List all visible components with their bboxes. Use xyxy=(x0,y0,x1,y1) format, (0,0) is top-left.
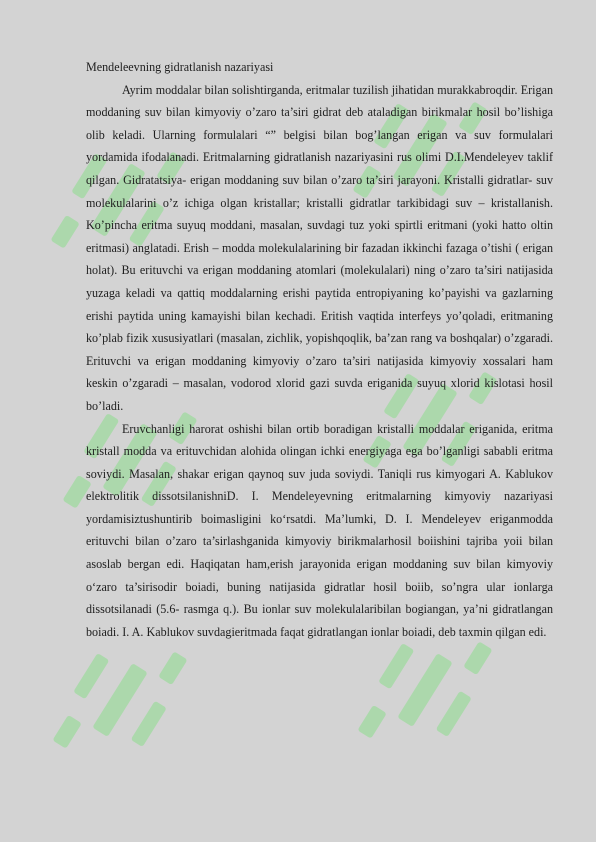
paragraph: Ayrim moddalar bilan solishtirganda, eritmalar tuzilish jihatidan murakkabroqdir. Erigan moddaning suv bilan kimyoviy o’zaro ta’siri gidrat deb ataladigan birikmalar hosil bo’lishiga olib keladi. Ularning formulalari “” belgisi bilan bog’langan erigan va suv formulalari yordamida ifodalanadi. Eritmalarning gidratlanish nazariyasini rus olimi D.I.Mendeleyev taklif qilgan. Gidratatsiya- erigan moddaning suv bilan o’zaro ta’siri jarayoni. Kristalli gidratlar- suv molekulalarini o’z ichiga olgan kristallar; kristalli gidratlar tarkibidagi suv – kristallanish. Ko’pincha eritma suyuq moddani, masalan, suvdagi tuz yoki spirtli eritmani (yoki hatto oltin eritmasi) anglatadi. Erish – modda molekulalarining bir fazadan ikkinchi fazaga o’tishi ( erigan holat). Bu erituvchi va erigan moddaning atomlari (molekulalari) ning o’zaro ta’siri natijasida yuzaga keladi va qattiq moddalarning erishi paytida entropiyaning ko’payishi va gazlarning erishi paytida uning kamayishi bilan kechadi. Eritish vaqtida interfeys yo’qoladi, eritmaning ko’plab fizik xususiyatlari (masalan, zichlik, yopishqoqlik, ba’zan rang va boshqalar) o’zgaradi. Erituvchi va erigan moddaning kimyoviy o’zaro ta’siri natijasida kimyoviy xossalari ham keskin o’zgaradi – masalan, vodorod xlorid gazi suvda eriganida suyuq xlorid kislotasi hosil bo’ladi. xyxy=(86,82,553,413)
document-title: Mendeleevning gidratlanish nazariyasi xyxy=(86,60,274,74)
paragraph: Eruvchanligi harorat oshishi bilan ortib boradigan kristalli moddalar eriganida, eritma kristall modda va erituvchidan alohida olingan ichki energiyaga ega bo’lganligi sababli eritma soviydi. Masalan, shakar erigan qaynoq suv juda soviydi. Taniqli rus kimyogari A. Kablukov elektrolitik dissotsilanishniD. I. Mendeleyevning eritmalarning kimyoviy nazariyasi yordamisiztushuntirib boimasligini ko‘rsatdi. Ma’lumki, D. I. Mendeleyev eriganmodda erituvchi bilan o’zaro ta’sirlashganida kimyoviy birikmalarhosil boiishini tajriba yoii bilan asoslab bergan edi. Haqiqatan ham,erish jarayonida erigan moddaning suv bilan kimyoviy o‘zaro ta’sirisodir boiadi, buning natijasida gidratlar hosil boiib, so’ngra ular ionlarga dissotsilanadi (5.6- rasmga q.). Bu ionlar suv molekulalaribilan bogiangan, ya’ni gidratlangan boiadi. I. A. Kablukov suvdagieritmada faqat gidratlangan ionlar boiadi, deb taxmin qilgan edi. xyxy=(86,421,553,639)
document-body xyxy=(86,56,553,643)
